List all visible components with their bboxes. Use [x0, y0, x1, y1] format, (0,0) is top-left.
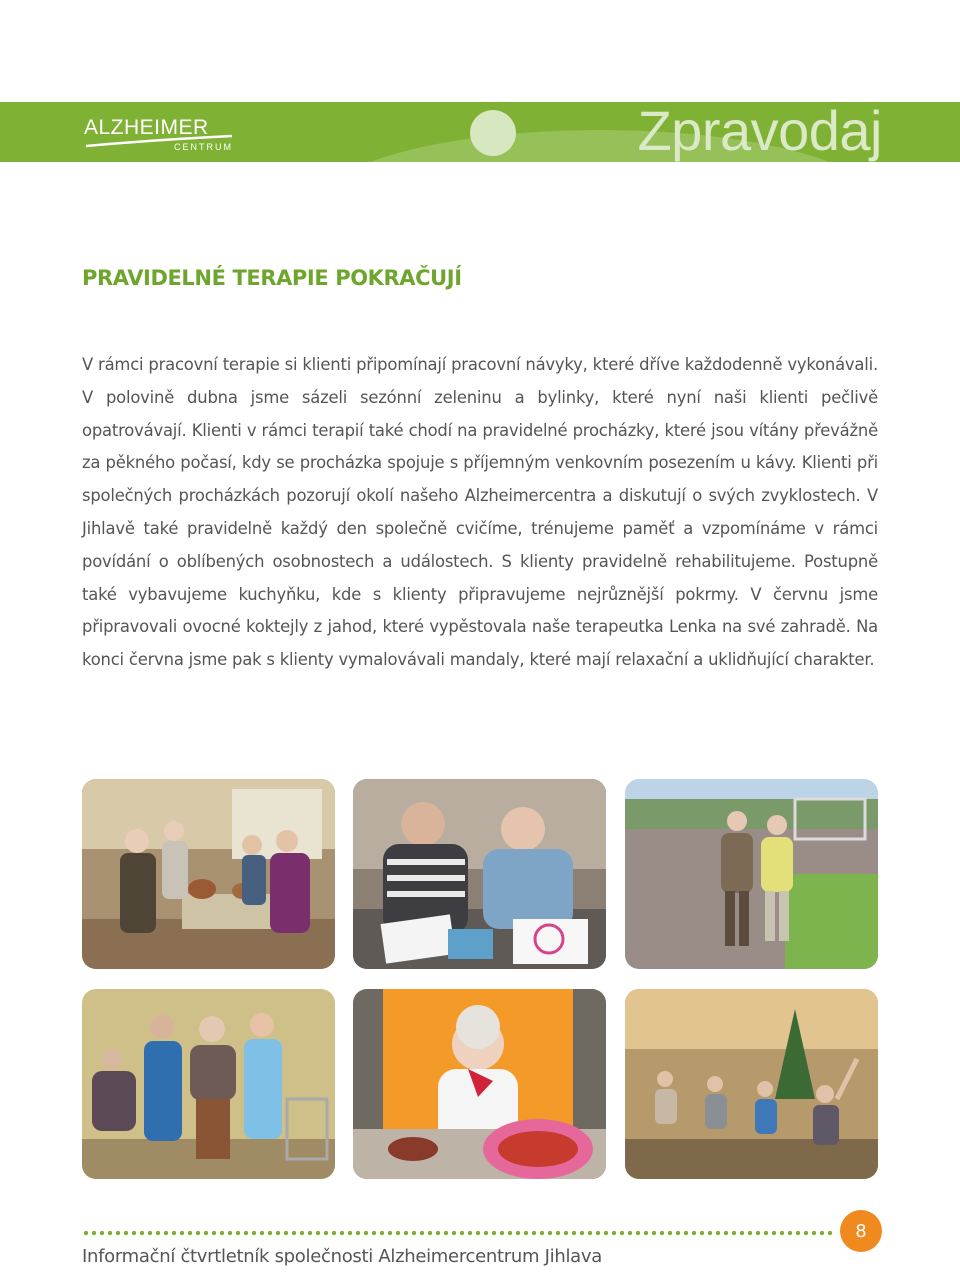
photo-mandala-drawing	[353, 779, 606, 969]
footer-dotted-rule	[82, 1230, 834, 1236]
newsletter-title: Zpravodaj	[637, 102, 882, 162]
photo-walk	[625, 779, 878, 969]
photo-exercise	[625, 989, 878, 1179]
photo-rehabilitation	[82, 989, 335, 1179]
article-heading: PRAVIDELNÉ TERAPIE POKRAČUJÍ	[82, 266, 462, 290]
alzheimer-logo	[82, 110, 252, 156]
photo-gardening	[82, 779, 335, 969]
svg-text:ALZHEIMER: ALZHEIMER	[84, 116, 209, 139]
article-body: V rámci pracovní terapie si klienti připomínají pracovní návyky, které dříve každodenně vykonávali. V polovině dubna jsme sázeli sezónní zeleninu a bylinky, které nyní naši klienti pečlivě opatrovávají. Klienti v rámci terapií také chodí na pravidelné procházky, které jsou vítány převážně za pěkného počasí, kdy se procházka spojuje s příjemným venkovním posezením u kávy. Klienti při společných procházkách pozorují okolí našeho Alzheimercentra a diskutují o svých zvyklostech. V Jihlavě také pravidelně každý den společně cvičíme, trénujeme paměť a vzpomínáme v rámci povídání o oblíbených osobnostech a událostech. S klienty pravidelně rehabilitujeme. Postupně také vybavujeme kuchyňku, kde s klienty připravujeme nejrůznější pokrmy. V červnu jsme připravovali ovocné koktejly z jahod, které vypěstovala naše terapeutka Lenka na své zahradě. Na konci června jsme pak s klienty vymalovávali mandaly, které mají relaxační a uklidňující charakter.	[82, 355, 878, 670]
page-number-badge: 8	[840, 1210, 882, 1252]
footer-text: Informační čtvrtletník společnosti Alzheimercentrum Jihlava	[82, 1246, 602, 1267]
header-dot	[470, 110, 516, 156]
svg-text:CENTRUM: CENTRUM	[174, 142, 233, 152]
photo-strawberries	[353, 989, 606, 1179]
